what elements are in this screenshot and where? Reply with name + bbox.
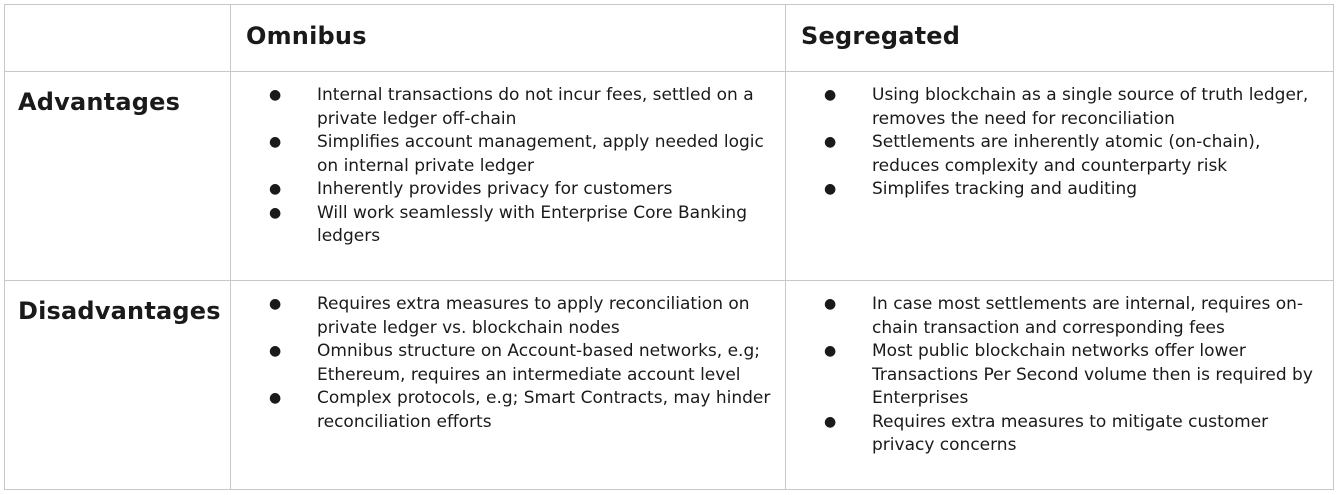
list-item-text: Omnibus structure on Account-based networks, e.g; Ethereum, requires an intermediate account level — [317, 341, 760, 385]
table-row-disadvantages — [5, 281, 1334, 490]
list-item-text: Inherently provides privacy for customers — [317, 179, 673, 199]
bullet-list — [231, 72, 785, 249]
list-item-text: Internal transactions do not incur fees, settled on a private ledger off-chain — [317, 85, 754, 129]
row-header-disadvantages: Disadvantages — [18, 297, 221, 325]
header-cell-omnibus — [231, 5, 786, 72]
cell-disadvantages-segregated — [786, 281, 1334, 490]
bullet-dot-icon: ● — [824, 296, 837, 312]
cell-disadvantages-omnibus — [231, 281, 786, 490]
row-label-cell — [5, 281, 231, 490]
list-item — [231, 202, 775, 249]
bullet-dot-icon: ● — [824, 343, 837, 359]
bullet-dot-icon: ● — [269, 134, 282, 150]
row-header-advantages: Advantages — [18, 88, 181, 116]
list-item — [231, 293, 775, 340]
bullet-list — [231, 281, 785, 434]
comparison-table — [4, 4, 1334, 490]
list-item-text: Using blockchain as a single source of truth ledger, removes the need for reconciliation — [872, 85, 1309, 129]
list-item — [786, 131, 1323, 178]
bullet-dot-icon: ● — [824, 87, 837, 103]
list-item — [786, 411, 1323, 458]
bullet-dot-icon: ● — [269, 343, 282, 359]
list-item — [231, 84, 775, 131]
list-item-text: Simplifies account management, apply needed logic on internal private ledger — [317, 132, 764, 176]
bullet-dot-icon: ● — [269, 204, 282, 221]
list-item-text: Most public blockchain networks offer lower Transactions Per Second volume then is required by Enterprises — [872, 341, 1313, 408]
list-item-text: Complex protocols, e.g; Smart Contracts, may hinder reconciliation efforts — [317, 388, 771, 432]
list-item — [231, 387, 775, 434]
list-item — [786, 178, 1323, 202]
bullet-list — [786, 72, 1333, 202]
column-header-segregated: Segregated — [801, 22, 961, 50]
corner-header — [5, 5, 230, 22]
list-item — [231, 131, 775, 178]
table-row-advantages — [5, 72, 1334, 281]
bullet-dot-icon: ● — [824, 181, 837, 197]
bullet-dot-icon: ● — [824, 413, 837, 430]
list-item — [231, 340, 775, 387]
list-item-text: Requires extra measures to apply reconciliation on private ledger vs. blockchain nodes — [317, 294, 750, 338]
list-item — [786, 340, 1323, 411]
header-row — [5, 5, 1334, 72]
bullet-list — [786, 281, 1333, 458]
list-item-text: Settlements are inherently atomic (on-chain), reduces complexity and counterparty risk — [872, 132, 1261, 176]
list-item-text: In case most settlements are internal, requires on-chain transaction and corresponding fees — [872, 294, 1304, 338]
bullet-dot-icon: ● — [824, 134, 837, 150]
bullet-dot-icon: ● — [269, 296, 282, 312]
list-item-text: Simplifes tracking and auditing — [872, 179, 1138, 199]
cell-advantages-omnibus — [231, 72, 786, 281]
list-item — [786, 293, 1323, 340]
list-item-text: Requires extra measures to mitigate customer privacy concerns — [872, 411, 1269, 455]
bullet-dot-icon: ● — [269, 87, 282, 103]
bullet-dot-icon: ● — [269, 181, 282, 197]
list-item-text: Will work seamlessly with Enterprise Core Banking ledgers — [317, 202, 747, 246]
list-item — [786, 84, 1323, 131]
cell-advantages-segregated — [786, 72, 1334, 281]
row-label-cell — [5, 72, 231, 281]
list-item — [231, 178, 775, 202]
header-cell-segregated — [786, 5, 1334, 72]
corner-cell — [5, 5, 231, 72]
column-header-omnibus: Omnibus — [246, 22, 367, 50]
bullet-dot-icon: ● — [269, 390, 282, 406]
